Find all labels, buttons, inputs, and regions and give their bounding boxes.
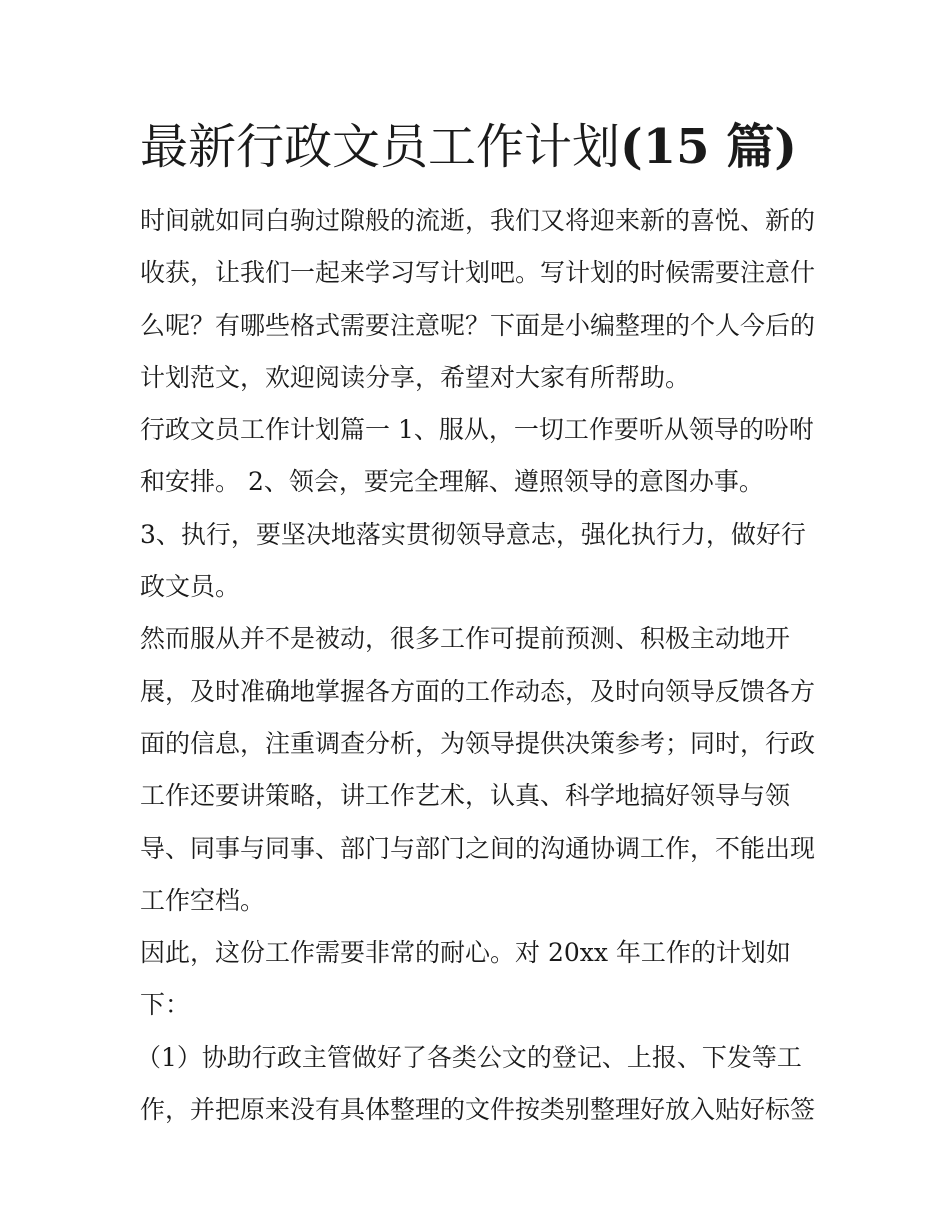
text-line: 行政文员工作计划篇一 1、服从，一切工作要听从领导的吩咐 [140, 415, 814, 445]
title-count-text: (15 篇) [620, 119, 797, 175]
text-line: 政文员。 [140, 572, 241, 602]
text-line: 展，及时准确地掌握各方面的工作动态，及时向领导反馈各方 [140, 676, 816, 706]
text-line: 然而服从并不是被动，很多工作可提前预测、积极主动地开 [140, 624, 791, 654]
text-line: 么呢？有哪些格式需要注意呢？下面是小编整理的个人今后的 [140, 310, 816, 340]
text-line: 导、同事与同事、部门与部门之间的沟通协调工作，不能出现 [140, 833, 816, 863]
text-line: 面的信息，注重调查分析，为领导提供决策参考；同时，行政 [140, 728, 816, 758]
text-line: 收获，让我们一起来学习写计划吧。写计划的时候需要注意什 [140, 258, 816, 288]
text-line: 时间就如同白驹过隙般的流逝，我们又将迎来新的喜悦、新的 [140, 206, 816, 235]
text-line: 工作空档。 [140, 885, 266, 915]
text-line: 因此，这份工作需要非常的耐心。对 20xx 年工作的计划如 [140, 938, 791, 968]
text-line: 工作还要讲策略，讲工作艺术，认真、科学地搞好领导与领 [140, 781, 791, 811]
title-main-text: 最新行政文员工作计划 [140, 119, 621, 175]
document-body [136, 195, 820, 1136]
text-line: 和安排。 2、领会，要完全理解、遵照领导的意图办事。 [140, 467, 764, 497]
text-line: （1）协助行政主管做好了各类公文的登记、上报、下发等工 [136, 1042, 802, 1072]
text-line: 计划范文，欢迎阅读分享，希望对大家有所帮助。 [140, 362, 691, 392]
text-line: 作，并把原来没有具体整理的文件按类别整理好放入贴好标签 [140, 1095, 816, 1125]
text-line: 下： [140, 990, 191, 1020]
text-line: 3、执行，要坚决地落实贯彻领导意志，强化执行力，做好行 [140, 519, 806, 549]
document-title [140, 112, 840, 182]
